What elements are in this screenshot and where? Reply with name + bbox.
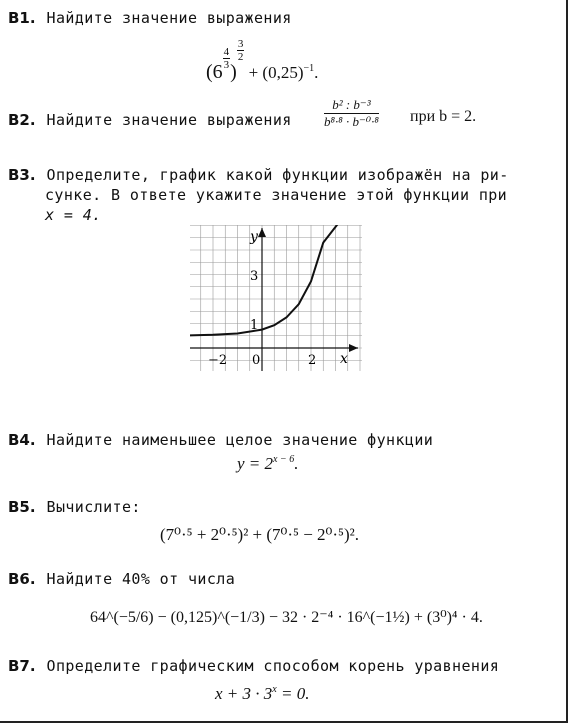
b4-formula: $y = 2^{x - 6}$. [237, 454, 299, 473]
task-b6 [8, 569, 546, 589]
task-text: Определите, график какой функции изображён на ри- [46, 166, 509, 184]
task-text: Найдите значение выражения [46, 9, 292, 27]
tick-label-x--2: −2 [208, 353, 228, 368]
task-b1 [8, 8, 546, 28]
task-number: B6. [8, 570, 36, 588]
b1-formula: (6 $\frac{4}{3}$ ) $\frac{3}{2}$ + $(0,25)^{-1}$. [206, 38, 319, 83]
task-number: B2. [8, 111, 36, 129]
task-text: Найдите наименьшее целое значение функции [46, 431, 434, 449]
task-text: Найдите значение выражения [46, 111, 292, 129]
y-axis-arrow-icon [258, 228, 266, 237]
tick-label-x-2: 2 [308, 353, 317, 368]
y-axis-label: y [250, 229, 258, 245]
b2-tail: при b = 2. [410, 108, 477, 125]
grid [190, 225, 362, 371]
b5-formula: (7⁰·⁵ + 2⁰·⁵)² + (7⁰·⁵ − 2⁰·⁵)². [160, 525, 359, 544]
task-number: B5. [8, 498, 36, 516]
task-number: B3. [8, 166, 36, 184]
task-text: сунке. В ответе укажите значение этой функции при [45, 186, 508, 204]
b7-formula: $x + 3 \cdot 3^x = 0$. [215, 684, 310, 703]
task-text: x = 4. [45, 206, 102, 224]
task-text: Определите графическим способом корень уравнения [46, 657, 500, 675]
task-b5 [8, 497, 546, 517]
x-axis-arrow-icon [349, 344, 358, 352]
task-text: Найдите 40% от числа [46, 570, 236, 588]
b2-fraction: $\frac{\text{b² : b⁻³}}{\text{b⁸·⁸ · b⁻⁰·⁸}}$ [324, 97, 379, 129]
task-b7 [8, 656, 546, 676]
task-b4 [8, 430, 546, 450]
task-b3 [8, 165, 546, 225]
tick-label-x-0: 0 [252, 353, 261, 368]
tick-label-y-1: 1 [250, 318, 259, 333]
function-graph [190, 225, 362, 371]
task-number: B4. [8, 431, 36, 449]
tick-label-y-3: 3 [250, 269, 259, 284]
b6-formula: 64^(−5/6) − (0,125)^(−1/3) − 32 · 2⁻⁴ · 16^(−1½) + (3⁰)⁴ · 4. [90, 609, 483, 626]
function-curve [190, 225, 340, 336]
task-number: B1. [8, 9, 36, 27]
x-axis-label: x [340, 351, 348, 367]
task-number: B7. [8, 657, 36, 675]
task-text: Вычислите: [46, 498, 141, 516]
